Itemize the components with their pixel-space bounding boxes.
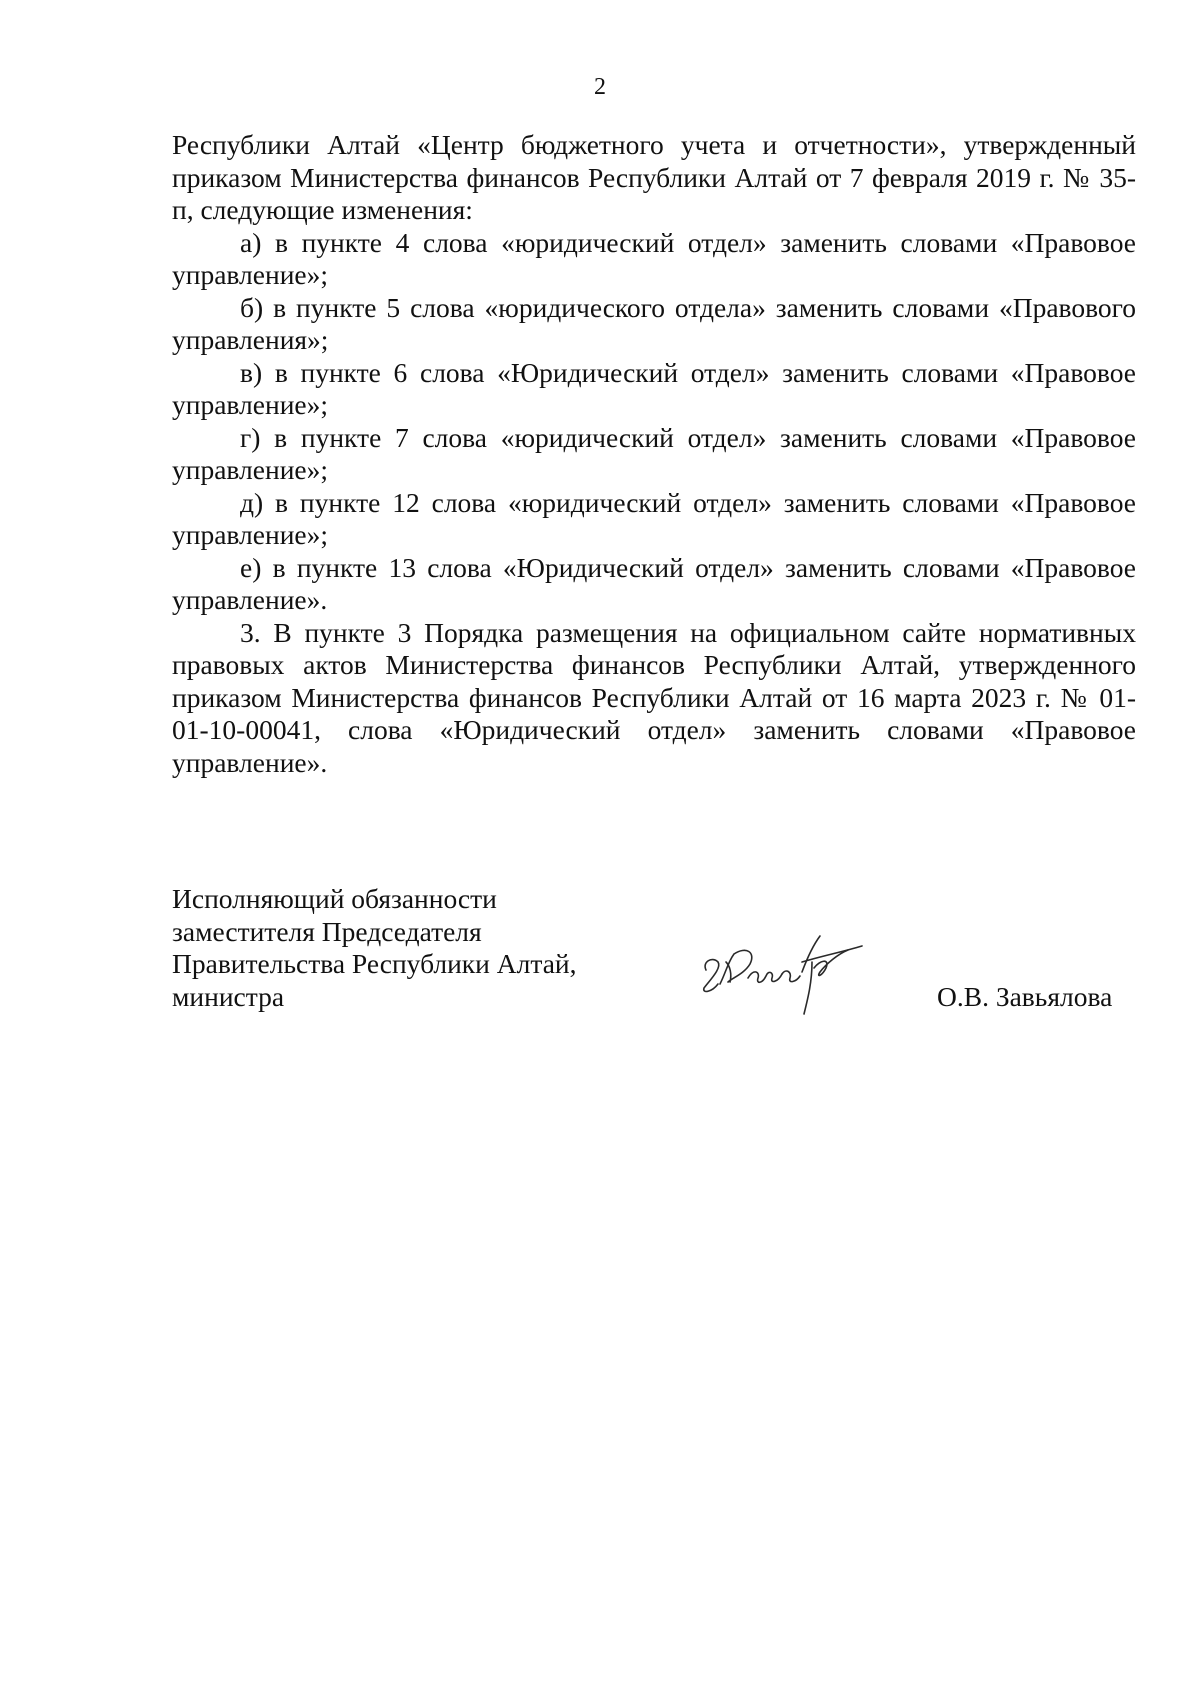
point-3-paragraph: 3. В пункте 3 Порядка размещения на официальном сайте нормативных правовых актов Министерства финансов Республики Алтай, утвержденного приказом Министерства финансов Республики Алтай от 16 марта 2023 г. № 01-01-10-00041, слова «Юридический отдел» заменить словами «Правовое управление». (172, 616, 1136, 778)
amendment-item-g: г) в пункте 7 слова «юридический отдел» заменить словами «Правовое управление»; (172, 421, 1136, 485)
signature-stroke-4 (748, 972, 782, 982)
intro-paragraph: Республики Алтай «Центр бюджетного учета и отчетности», утвержденный приказом Министерства финансов Республики Алтай от 7 февраля 2019 г. № 35-п, следующие изменения: (172, 129, 1136, 225)
amendment-item-e: е) в пункте 13 слова «Юридический отдел» заменить словами «Правовое управление». (172, 551, 1136, 615)
amendment-item-b: б) в пункте 5 слова «юридического отдела» заменить словами «Правового управления»; (172, 291, 1136, 355)
amendment-item-a: а) в пункте 4 слова «юридический отдел» заменить словами «Правовое управление»; (172, 226, 1136, 290)
amendment-item-v: в) в пункте 6 слова «Юридический отдел» заменить словами «Правовое управление»; (172, 356, 1136, 420)
document-body (172, 129, 1136, 779)
page-number: 2 (594, 74, 606, 100)
signature-strokes (704, 936, 862, 1014)
position-line-1: Исполняющий обязанности (172, 883, 497, 914)
position-line-4: министра (172, 980, 285, 1012)
signatory-position (172, 883, 592, 1013)
signature-stroke-3 (726, 962, 731, 982)
amendment-item-d: д) в пункте 12 слова «юридический отдел» заменить словами «Правовое управление»; (172, 486, 1136, 550)
signatory-name: О.В. Завьялова (937, 981, 1113, 1012)
handwritten-signature (698, 932, 898, 1032)
position-line-2: заместителя Председателя (172, 915, 482, 947)
signature-stroke-6 (802, 936, 820, 1014)
signature-stroke-5 (782, 971, 800, 982)
signature-stroke-1 (704, 960, 719, 992)
signature-stroke-2 (720, 950, 752, 984)
position-line-3: Правительства Республики Алтай, (172, 948, 577, 979)
